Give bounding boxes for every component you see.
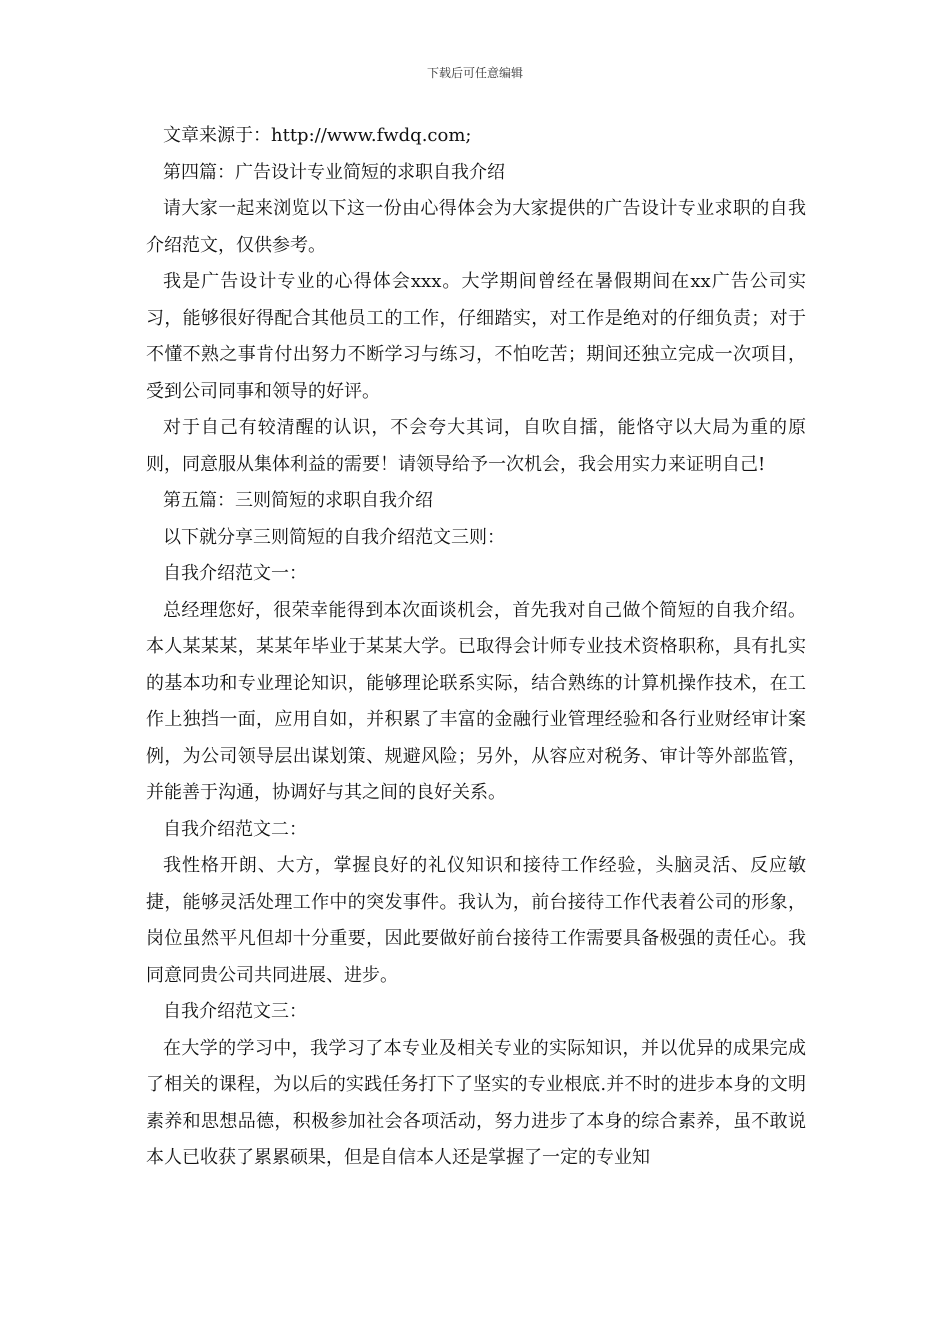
document-body: [146, 118, 806, 1177]
paragraph-share-intro: 以下就分享三则简短的自我介绍范文三则：: [163, 526, 505, 548]
sample-heading-1: 自我介绍范文一：: [163, 563, 307, 584]
section-heading-5: 第五篇：三则简短的求职自我介绍: [163, 490, 433, 511]
paragraph-intro: 请大家一起来浏览以下这一份由心得体会为大家提供的广告设计专业求职的自我介绍范文，仅供参考。: [146, 198, 806, 256]
page-header-note: 下载后可任意编辑: [426, 66, 523, 80]
section-heading-4: 第四篇：广告设计专业简短的求职自我介绍: [163, 161, 505, 183]
sample-heading-2: 自我介绍范文二：: [163, 818, 307, 840]
source-line: 文章来源于：http://www.fwdq.com;: [163, 125, 472, 146]
paragraph-experience: 我是广告设计专业的心得体会xxx。大学期间曾经在暑假期间在xx广告公司实习，能够很好得配合其他员工的工作，仔细踏实，对工作是绝对的仔细负责；对于不懂不熟之事肯付出努力不断学习与练习，不怕吃苦；期间还独立完成一次项目，受到公司同事和领导的好评。: [146, 271, 806, 402]
sample-heading-3: 自我介绍范文三：: [163, 1001, 307, 1022]
sample-text-2: 我性格开朗、大方，掌握良好的礼仪知识和接待工作经验，头脑灵活、反应敏捷，能够灵活处理工作中的突发事件。我认为，前台接待工作代表着公司的形象，岗位虽然平凡但却十分重要，因此要做好前台接待工作需要具备极强的责任心。我同意同贵公司共同进展、进步。: [146, 855, 806, 986]
paragraph-self-awareness: 对于自己有较清醒的认识，不会夸大其词，自吹自擂，能恪守以大局为重的原则，同意服从集体利益的需要！请领导给予一次机会，我会用实力来证明自己!: [146, 417, 806, 475]
sample-text-1: 总经理您好，很荣幸能得到本次面谈机会，首先我对自己做个简短的自我介绍。本人某某某，某某年毕业于某某大学。已取得会计师专业技术资格职称，具有扎实的基本功和专业理论知识，能够理论联系实际，结合熟练的计算机操作技术，在工作上独挡一面，应用自如，并积累了丰富的金融行业管理经验和各行业财经审计案例，为公司领导层出谋划策、规避风险；另外，从容应对税务、审计等外部监管，并能善于沟通，协调好与其之间的良好关系。: [146, 599, 806, 803]
sample-text-3: 在大学的学习中，我学习了本专业及相关专业的实际知识，并以优异的成果完成了相关的课程，为以后的实践任务打下了坚实的专业根底.并不时的进步本身的文明素养和思想品德，积极参加社会各项活动，努力进步了本身的综合素养，虽不敢说本人已收获了累累硕果，但是自信本人还是掌握了一定的专业知: [146, 1037, 806, 1168]
